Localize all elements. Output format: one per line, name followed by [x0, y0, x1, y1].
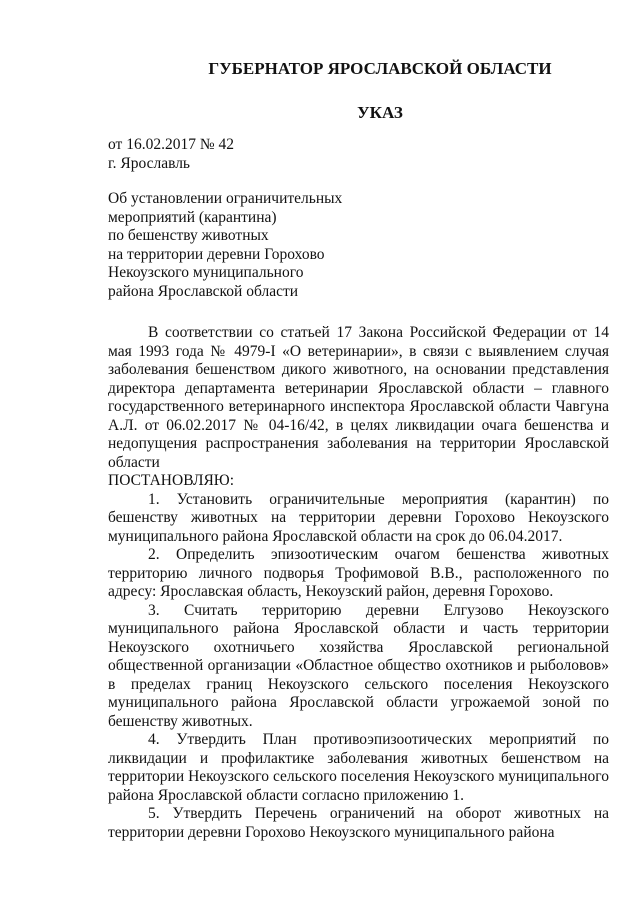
subject-line: на территории деревни Горохово — [108, 245, 325, 263]
decree-item: 2. Определить эпизоотическим очагом бешенства животных территорию личного подворья Трофимовой В.В., расположенного по адресу: Ярославская область, Некоузский район, деревня Горохово. — [108, 546, 609, 600]
decree-item: 3. Считать территорию деревни Елгузово Некоузского муниципального района Ярославской области и часть территории Некоузского охотничьего хозяйства Ярославской региональной общественной организации «Областное общество охотников и рыболовов» в пределах границ Некоузского сельского поселения Некоузского муниципального района Ярославской области угрожаемой зоной по бешенству животных. — [108, 601, 609, 730]
decree-type: УКАЗ — [357, 103, 403, 122]
city: г. Ярославль — [108, 154, 190, 172]
decree-meta — [108, 136, 234, 173]
decree-item: 5. Утвердить Перечень ограничений на оборот животных на территории деревни Горохово Некоузского муниципального района — [108, 805, 609, 841]
decree-body — [108, 324, 609, 842]
subject-line: района Ярославской области — [108, 282, 299, 300]
decree-item: 1. Установить ограничительные мероприятия (карантин) по бешенству животных на территории деревни Горохово Некоузского муниципального района Ярославской области на срок до 06.04.2017. — [108, 490, 609, 545]
decree-word: ПОСТАНОВЛЯЮ: — [108, 472, 235, 489]
subject-line: по бешенству животных — [108, 227, 269, 244]
decree-item: 4. Утвердить План противоэпизоотических мероприятий по ликвидации и профилактике заболевания животных бешенством на территории Некоузского сельского поселения Некоузского муниципального района Ярославской области согласно приложению 1. — [108, 731, 609, 804]
subject-line: Об установлении ограничительных — [108, 190, 343, 207]
date-number: от 16.02.2017 № 42 — [108, 136, 234, 153]
governor-title: ГУБЕРНАТОР ЯРОСЛАВСКОЙ ОБЛАСТИ — [208, 59, 552, 78]
subject-line: мероприятий (карантина) — [108, 208, 277, 226]
decree-subject — [108, 190, 342, 301]
preamble-paragraph: В соответствии со статьей 17 Закона Российской Федерации от 14 мая 1993 года № 4979-I «О ветеринарии», в связи с выявлением случая заболевания бешенством дикого животного, на основании представления директора департамента ветеринарии Ярославской области – главного государственного ветеринарного инспектора Ярославской области Чавгуна А.Л. от 06.02.2017 № 04-16/42, в целях ликвидации очага бешенства и недопущения распространения заболевания на территории Ярославской области — [108, 324, 609, 471]
subject-line: Некоузского муниципального — [108, 264, 304, 281]
